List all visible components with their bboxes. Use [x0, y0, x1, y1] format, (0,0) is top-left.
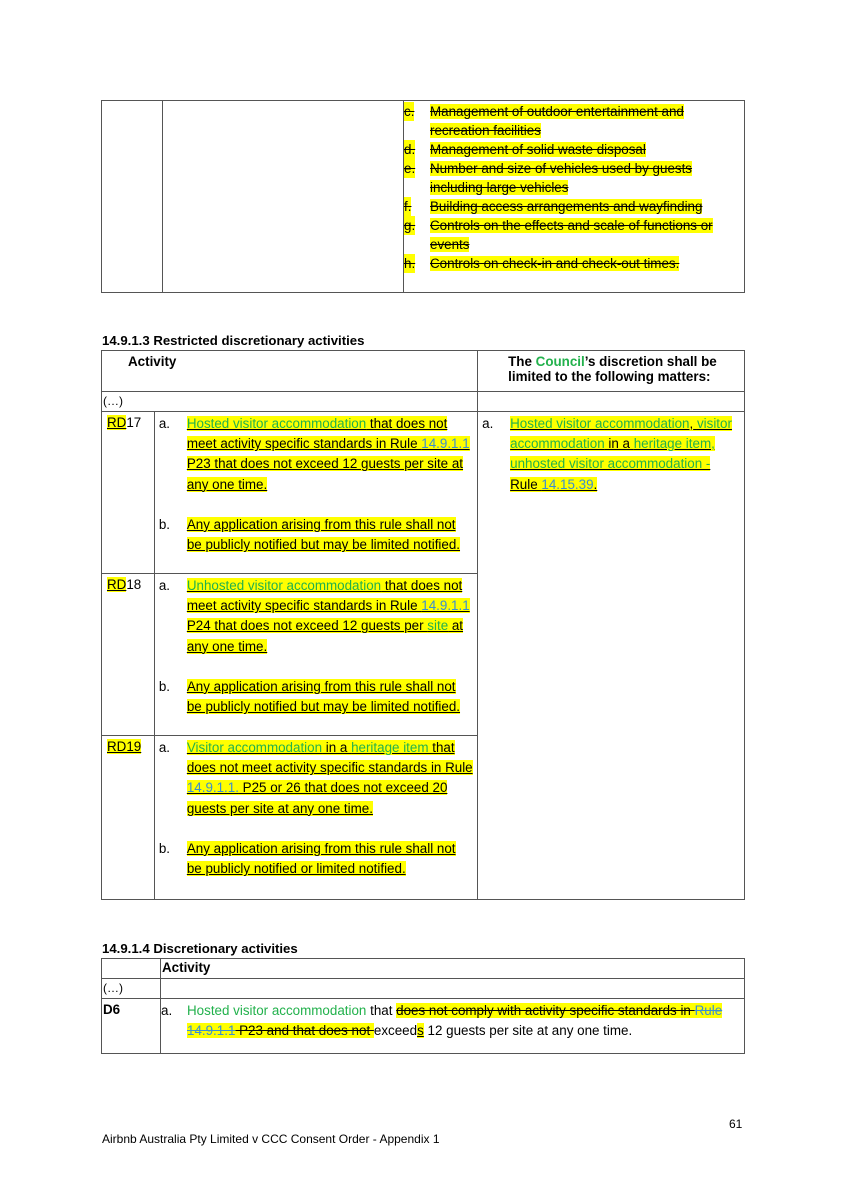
- d-header-activity: Activity: [161, 959, 745, 979]
- rd-ellipsis-matters: [478, 392, 745, 412]
- list-item: a. Hosted visitor accommodation that does not meet activity specific standards in Rule 14.9.1.1 P23 that does not exceed 12 guests per site at any one time.: [158, 416, 470, 492]
- list-item: a. Hosted visitor accommodation, visitor accommodation in a heritage item, unhosted visitor accommodation - Rule 14.15.39.: [482, 416, 732, 492]
- rd-header-activity: Activity: [102, 351, 478, 392]
- top-table: [101, 100, 745, 293]
- list-item: b. Any application arising from this rule shall not be publicly notified but may be limited notified.: [158, 678, 461, 715]
- list-item: a. Hosted visitor accommodation that does not comply with activity specific standards in Rule 14.9.1.1 P23 and that does not exceeds 12 guests per site at any one time.: [161, 1003, 723, 1038]
- rd18-activity: [154, 574, 477, 736]
- page-number: 61: [729, 1117, 743, 1131]
- spacer: [159, 819, 473, 839]
- rd17-code: RD17: [102, 412, 155, 574]
- rd-ellipsis: (…): [102, 392, 478, 412]
- footer-text: Airbnb Australia Pty Limited v CCC Consent Order - Appendix 1: [102, 1132, 440, 1146]
- rd19-activity: [154, 736, 477, 900]
- rd-table: [101, 350, 745, 900]
- top-table-matters-cell: [404, 101, 745, 293]
- spacer: [159, 495, 473, 515]
- rd-matters-cell: [478, 412, 745, 900]
- d-header-code: [102, 959, 161, 979]
- list-item: a. Unhosted visitor accommodation that does not meet activity specific standards in Rule 14.9.1.1 P24 that does not exceed 12 guests per site at any one time.: [158, 578, 470, 654]
- list-item: a. Visitor accommodation in a heritage item that does not meet activity specific standards in Rule 14.9.1.1. P25 or 26 that does not exceed 20 guests per site at any one time.: [158, 740, 473, 816]
- rd-header-discretion: The Council’s discretion shall be limited to the following matters:: [478, 351, 745, 392]
- top-table-activity-cell: [163, 101, 404, 293]
- d6-activity: [161, 999, 745, 1054]
- list-item: f. Building access arrangements and wayfinding: [404, 199, 703, 214]
- rd17-activity: [154, 412, 477, 574]
- rd19-code: RD19: [102, 736, 155, 900]
- top-table-code-cell: [102, 101, 163, 293]
- rd18-code: RD18: [102, 574, 155, 736]
- list-item: c. Management of outdoor entertainment and recreation facilities: [404, 104, 684, 138]
- d-ellipsis: (…): [102, 979, 161, 999]
- d-ellipsis-activity: [161, 979, 745, 999]
- section-heading-rd: 14.9.1.3 Restricted discretionary activities: [102, 333, 365, 348]
- section-heading-d: 14.9.1.4 Discretionary activities: [102, 941, 298, 956]
- list-item: e. Number and size of vehicles used by guests including large vehicles: [404, 161, 693, 195]
- list-item: h. Controls on check-in and check-out times.: [404, 256, 680, 271]
- list-item: b. Any application arising from this rule shall not be publicly notified or limited notified.: [158, 840, 456, 877]
- d-table: [101, 958, 745, 1054]
- spacer: [159, 657, 473, 677]
- d6-code: D6: [102, 999, 161, 1054]
- list-item: g. Controls on the effects and scale of functions or events: [404, 218, 713, 252]
- list-item: d. Management of solid waste disposal: [404, 142, 646, 157]
- list-item: b. Any application arising from this rule shall not be publicly notified but may be limited notified.: [158, 516, 461, 553]
